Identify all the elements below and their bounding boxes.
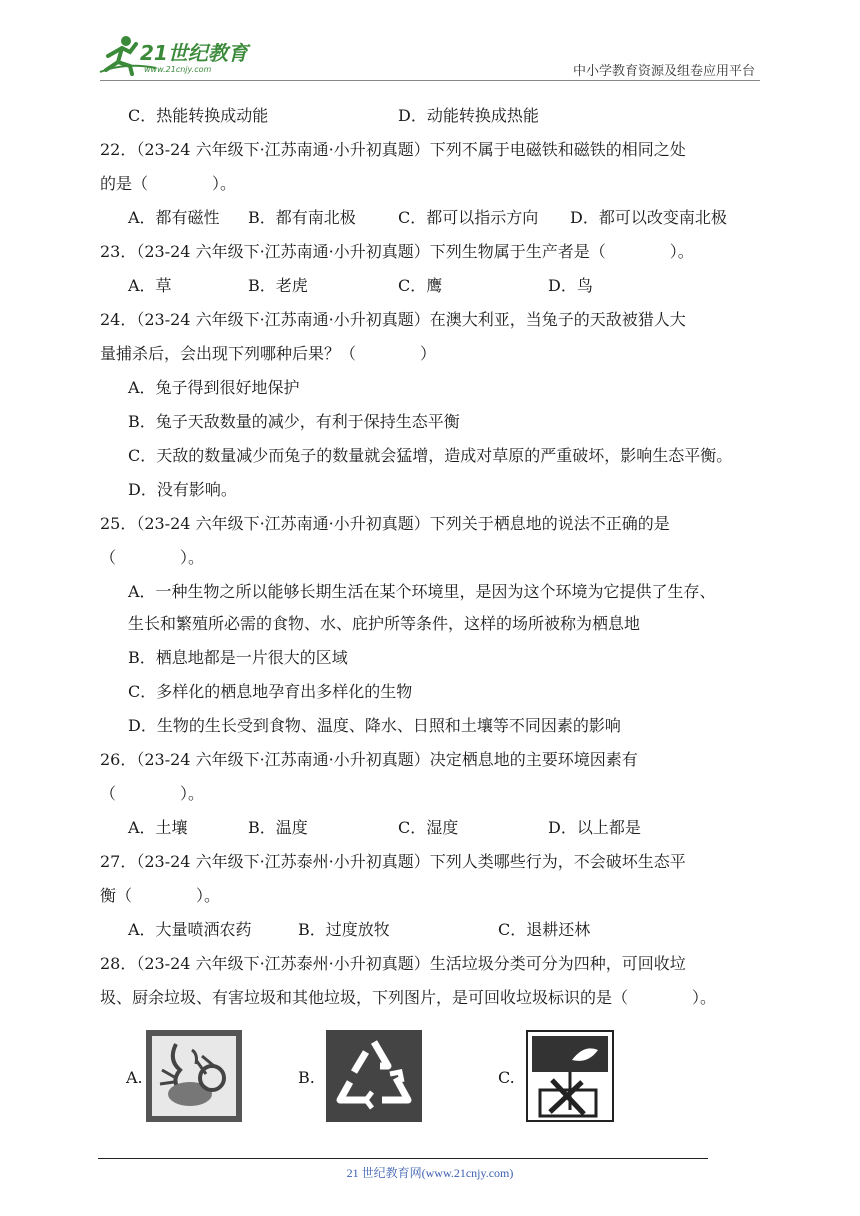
logo-text: 21世纪教育 [140,41,248,65]
q27-stem-line1: 27．（23-24 六年级下·江苏泰州·小升初真题）下列人类哪些行为，不会破坏生态平 [100,852,686,871]
q24-stem-line1: 24．（23-24 六年级下·江苏南通·小升初真题）在澳大利亚，当兔子的天敌被猎人大 [100,310,686,329]
q26-stem-line2: （ ）。 [100,784,205,803]
q23-option-d: D．鸟 [548,276,593,295]
recycle-sign-icon [326,1030,422,1126]
q22-option-c: C．都可以指示方向 [398,208,539,227]
q28-stem-line2: 圾、厨余垃圾、有害垃圾和其他垃圾，下列图片，是可回收垃圾标识的是（ ）。 [100,988,717,1007]
q23-stem-line1: 23．（23-24 六年级下·江苏南通·小升初真题）下列生物属于生产者是（ ）。 [100,242,694,261]
q24-option-c: C．天敌的数量减少而兔子的数量就会猛增，造成对草原的严重破坏，影响生态平衡。 [128,446,733,465]
q28-option-c-label: C. [498,1068,515,1087]
q22-option-a: A．都有磁性 [128,208,220,227]
logo [96,32,256,76]
q25-option-d: D．生物的生长受到食物、温度、降水、日照和土壤等不同因素的影响 [128,716,621,735]
q23-option-a: A．草 [128,276,172,295]
q27-option-a: A．大量喷洒农药 [128,920,252,939]
q24-option-a: A．兔子得到很好地保护 [128,378,300,397]
q25-option-a-line2: 生长和繁殖所必需的食物、水、庇护所等条件，这样的场所被称为栖息地 [128,614,641,633]
q24-option-b: B．兔子天敌数量的减少，有利于保持生态平衡 [128,412,460,431]
logo-url: www.21cnjy.com [144,65,212,74]
q28-option-a-label: A. [126,1068,143,1087]
q23-option-c: C．鹰 [398,276,443,295]
hazardous-waste-sign-icon [526,1030,614,1126]
q26-option-b: B．温度 [248,818,308,837]
footer-divider [98,1158,708,1159]
q22-stem-line2: 的是（ ）。 [100,174,237,193]
q25-stem-line1: 25．（23-24 六年级下·江苏南通·小升初真题）下列关于栖息地的说法不正确的是 [100,514,670,533]
q25-option-b: B．栖息地都是一片很大的区域 [128,648,348,667]
q25-option-c: C．多样化的栖息地孕育出多样化的生物 [128,682,413,701]
q27-option-b: B．过度放牧 [298,920,390,939]
q23-option-b: B．老虎 [248,276,308,295]
runner-logo-icon [96,32,256,76]
footer-text: 21 世纪教育网(www.21cnjy.com) [346,1166,514,1180]
q26-option-d: D．以上都是 [548,818,641,837]
q25-option-a-line1: A．一种生物之所以能够长期生活在某个环境里，是因为这个环境为它提供了生存、 [128,582,716,601]
q26-stem-line1: 26．（23-24 六年级下·江苏南通·小升初真题）决定栖息地的主要环境因素有 [100,750,638,769]
q22-option-d: D．都可以改变南北极 [570,208,727,227]
q24-stem-line2: 量捕杀后，会出现下列哪种后果？（ ） [100,344,437,363]
kitchen-waste-sign-icon [146,1030,242,1126]
q21-option-d: D．动能转换成热能 [398,106,539,125]
q28-stem-line1: 28．（23-24 六年级下·江苏泰州·小升初真题）生活垃圾分类可分为四种，可回收垃 [100,954,686,973]
q25-stem-line2: （ ）。 [100,548,205,567]
q22-option-b: B．都有南北极 [248,208,356,227]
q28-option-b-label: B. [298,1068,315,1087]
q24-option-d: D．没有影响。 [128,480,237,499]
platform-name: 中小学教育资源及组卷应用平台 [572,64,755,79]
header-divider [100,80,760,81]
q26-option-a: A．土壤 [128,818,188,837]
q27-stem-line2: 衡（ ）。 [100,886,221,905]
q21-option-c: C．热能转换成动能 [128,106,269,125]
q26-option-c: C．湿度 [398,818,459,837]
q27-option-c: C．退耕还林 [498,920,591,939]
q22-stem-line1: 22．（23-24 六年级下·江苏南通·小升初真题）下列不属于电磁铁和磁铁的相同之处 [100,140,686,159]
